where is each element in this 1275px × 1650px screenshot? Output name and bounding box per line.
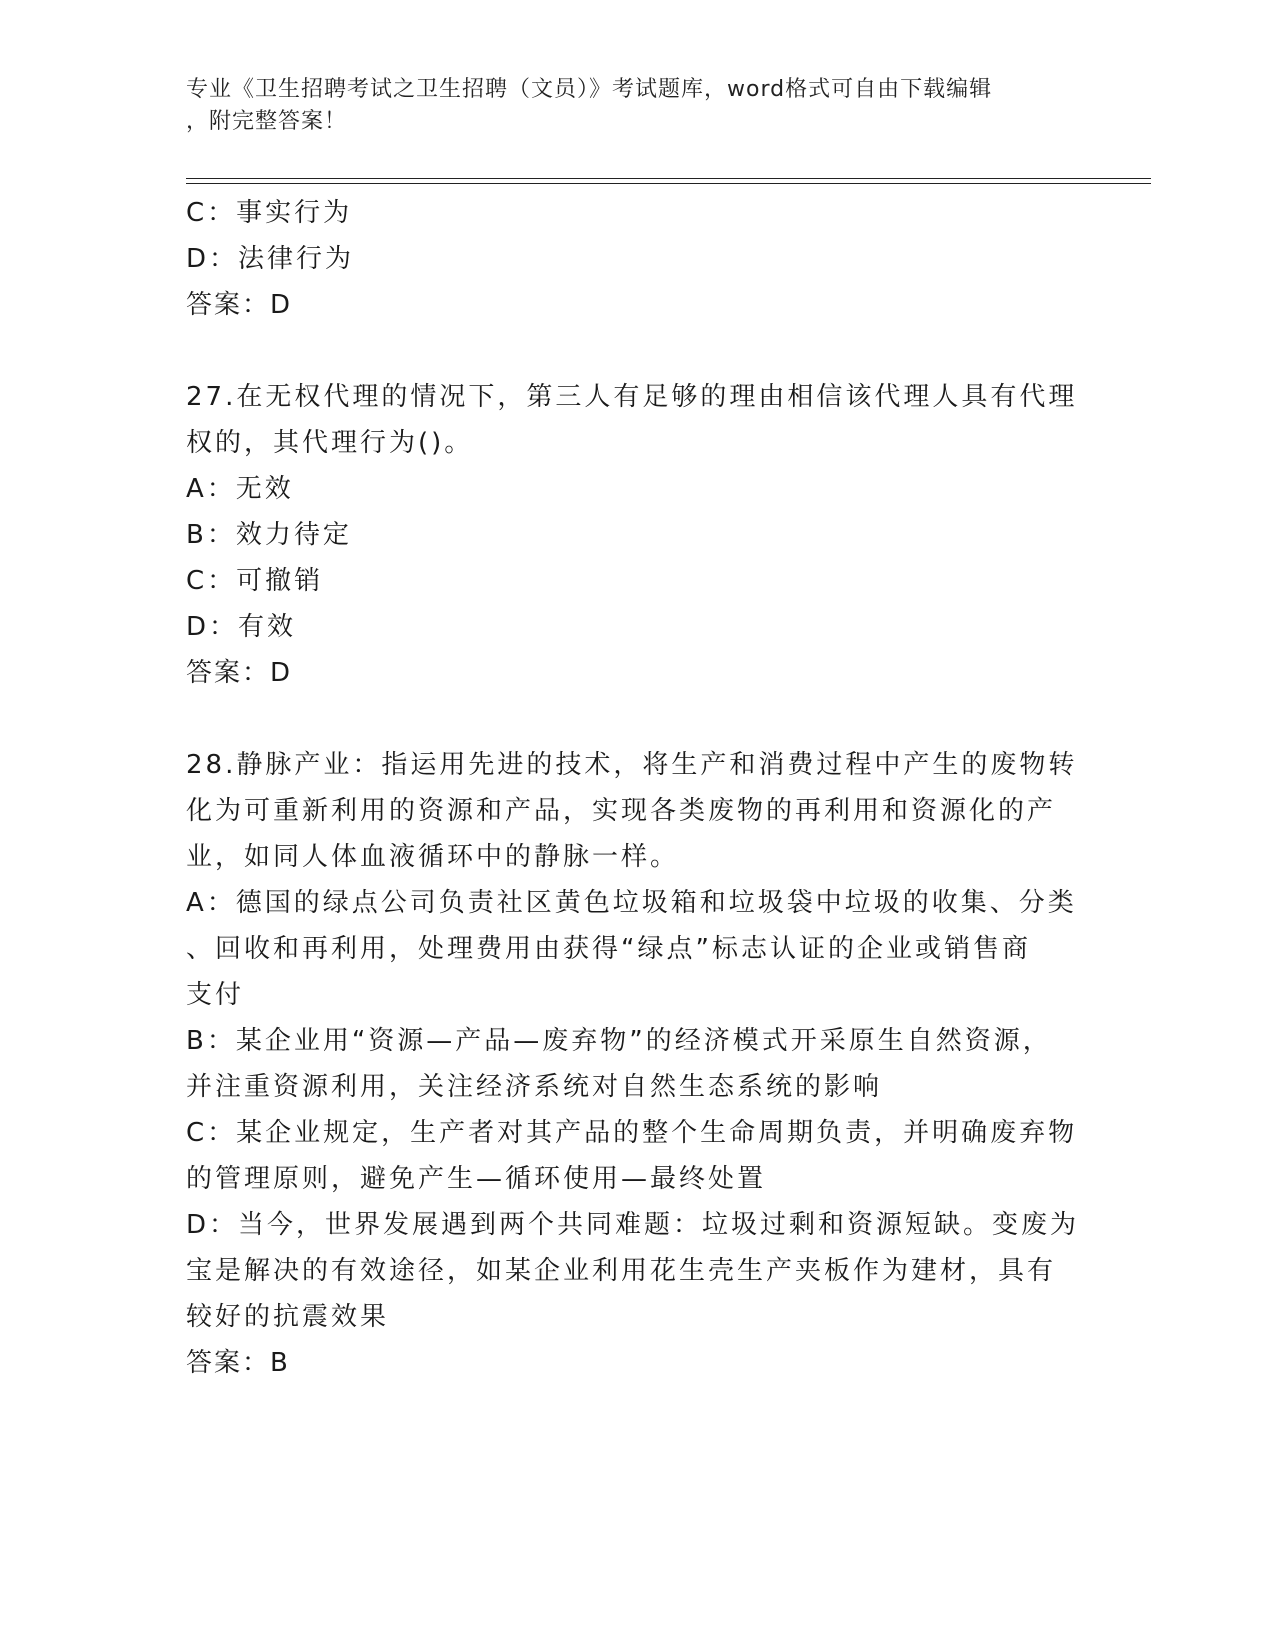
option-a: A：德国的绿点公司负责社区黄色垃圾箱和垃圾袋中垃圾的收集、分类	[186, 888, 1077, 918]
option-c: C：可撤销	[186, 566, 324, 596]
document-body	[186, 190, 1086, 1386]
question-27	[186, 374, 1086, 696]
question-28	[186, 742, 1086, 1386]
header-line-1: 专业《卫生招聘考试之卫生招聘（文员）》考试题库，word格式可自由下载编辑	[186, 77, 993, 102]
option-c: 的管理原则，避免产生—循环使用—最终处置	[186, 1164, 767, 1194]
question-stem: 权的，其代理行为()。	[186, 428, 474, 458]
question-26-tail	[186, 190, 1086, 328]
option-b: B：效力待定	[186, 520, 352, 550]
question-stem: 28.静脉产业：指运用先进的技术，将生产和消费过程中产生的废物转	[186, 750, 1078, 780]
answer: 答案：B	[186, 1348, 290, 1378]
option-b: 并注重资源利用，关注经济系统对自然生态系统的影响	[186, 1072, 883, 1102]
question-stem: 化为可重新利用的资源和产品，实现各类废物的再利用和资源化的产	[186, 796, 1057, 826]
option-d: 较好的抗震效果	[186, 1302, 390, 1332]
option-a: A：无效	[186, 474, 294, 504]
option-a: 、回收和再利用，处理费用由获得“绿点”标志认证的企业或销售商	[186, 934, 1031, 964]
question-stem: 27.在无权代理的情况下，第三人有足够的理由相信该代理人具有代理	[186, 382, 1078, 412]
spacer	[186, 328, 1086, 374]
question-stem: 业，如同人体血液循环中的静脉一样。	[186, 842, 680, 872]
answer: 答案：D	[186, 658, 293, 688]
option-d: 宝是解决的有效途径，如某企业利用花生壳生产夹板作为建材，具有	[186, 1256, 1057, 1286]
header-rule-top	[186, 178, 1151, 179]
option-b: B：某企业用“资源—产品—废弃物”的经济模式开采原生自然资源，	[186, 1026, 1052, 1056]
option-d: D：当今，世界发展遇到两个共同难题：垃圾过剩和资源短缺。变废为	[186, 1210, 1080, 1240]
answer: 答案：D	[186, 290, 293, 320]
header-rule-bottom	[186, 183, 1151, 184]
page-header	[186, 74, 1066, 138]
option-c: C：事实行为	[186, 198, 353, 228]
option-c: C：某企业规定，生产者对其产品的整个生命周期负责，并明确废弃物	[186, 1118, 1078, 1148]
option-d: D：有效	[186, 612, 297, 642]
option-a: 支付	[186, 980, 245, 1010]
header-line-2: ，附完整答案！	[186, 109, 348, 134]
option-d: D：法律行为	[186, 244, 355, 274]
spacer	[186, 696, 1086, 742]
